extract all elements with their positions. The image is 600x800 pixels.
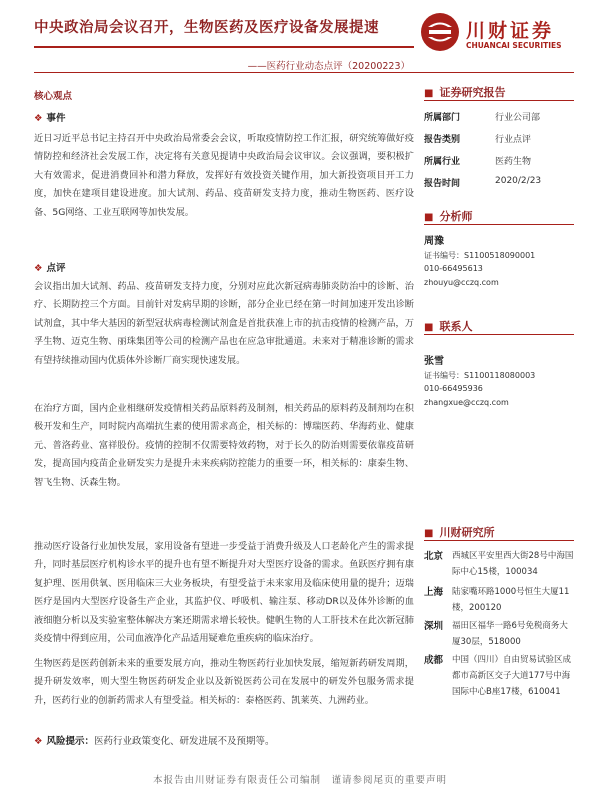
comment-paragraph-3: 推动医疗设备行业加快发展，家用设备有望进一步受益于消费升级及人口老龄化产生的需求提升，同时基层医疗机构诊水平的提升也有望不断提升对大型医疗设备的需求。鱼跃医疗拥有康复护理、医用供氧、医用临床三大业务板块，有望受益于未来家用及临床使用量的提升；迈瑞医疗是国内大型医疗设备生产企业，其监护仪、呼吸机、输注泵、移动DR以及体外诊断的血液细胞分析以及实验室整体解决方案还期需求增长较快。健帆生物的人工肝技术在此次新冠肺炎疫情中得到应用，公司血液净化产品适用疑难危重疾病的临床治疗。 — [34, 541, 414, 645]
title-divider — [34, 46, 414, 48]
logo-name-en: CHUANCAI SECURITIES — [466, 41, 562, 50]
square-bullet-icon: ■ — [424, 88, 434, 99]
institute-heading: ■ 川财研究所 — [424, 526, 495, 539]
info-label-category: 报告类别 — [424, 135, 461, 145]
info-value-department: 行业公司部 — [495, 113, 541, 123]
office-address-shanghai: 陆家嘴环路1000号恒生大厦11楼，200120 — [452, 587, 570, 613]
contact-email[interactable]: zhangxue@cczq.com — [424, 398, 509, 407]
risk-note — [34, 733, 414, 747]
info-value-date: 2020/2/23 — [495, 176, 542, 186]
office-city-beijing: 北京 — [424, 551, 444, 562]
diamond-bullet-icon: ❖ — [34, 263, 43, 274]
logo-name-cn: 川财证券 — [466, 20, 555, 42]
report-subtitle: ——医药行业动态点评（20200223） — [247, 61, 410, 72]
info-label-date: 报告时间 — [424, 179, 461, 189]
square-bullet-icon: ■ — [424, 212, 434, 223]
analyst-cert: 证书编号：S1100518090001 — [424, 251, 536, 260]
contact-divider — [424, 334, 574, 335]
info-value-industry: 医药生物 — [495, 157, 532, 167]
report-type-heading: ■ 证券研究报告 — [424, 86, 506, 99]
subtitle-divider — [34, 72, 574, 73]
event-heading — [34, 110, 66, 124]
institute-divider — [424, 540, 574, 541]
footer-disclaimer: 本报告由川财证券有限责任公司编制 谨请参阅尾页的重要声明 — [152, 775, 447, 786]
diamond-bullet-icon: ❖ — [34, 113, 43, 124]
info-value-category: 行业点评 — [495, 135, 532, 145]
office-address-beijing: 西城区平安里西大街28号中海国际中心15楼，100034 — [452, 551, 574, 577]
analyst-name: 周豫 — [424, 236, 444, 247]
analyst-heading: ■ 分析师 — [424, 210, 473, 223]
square-bullet-icon: ■ — [424, 322, 434, 333]
analyst-divider — [424, 224, 574, 225]
logo-mark-icon — [420, 12, 460, 52]
office-city-shenzhen: 深圳 — [424, 621, 444, 632]
contact-cert: 证书编号：S1100118080003 — [424, 371, 536, 380]
office-city-shanghai: 上海 — [424, 587, 444, 598]
square-bullet-icon: ■ — [424, 528, 434, 539]
company-logo — [420, 10, 570, 58]
diamond-bullet-icon: ❖ — [34, 736, 43, 747]
comment-paragraph-1: 会议指出加大试剂、药品、疫苗研发支持力度，分别对应此次新冠病毒肺炎防治中的诊断、治疗、长期防控三个方面。目前针对发病早期的诊断，部分企业已经在第一时间加速开发出诊断试剂盒，其中华大基因的新型冠状病毒检测试剂盒是首批获准上市的抗击疫情的检测产品，万孚生物、迈克生物、丽珠集团等公司的检测产品也在应急审批通道。未来对于精准诊断的需求有望持续推动国内优质体外诊断厂商实现快速发展。 — [34, 281, 414, 366]
office-address-chengdu: 中国（四川）自由贸易试验区成都市高新区交子大道177号中海国际中心B座17楼，610041 — [452, 655, 572, 697]
contact-name: 张雪 — [424, 356, 444, 367]
contact-phone: 010-66495936 — [424, 384, 483, 393]
office-city-chengdu: 成都 — [424, 655, 444, 666]
info-label-department: 所属部门 — [424, 113, 461, 123]
risk-text: 医药行业政策变化、研发进展不及预期等。 — [94, 736, 275, 747]
contact-heading: ■ 联系人 — [424, 320, 473, 333]
comment-paragraph-2: 在治疗方面，国内企业相继研发疫情相关药品原料药及制剂，相关药品的原料药及制剂均在积极开发和生产，同时院内高端抗生素的使用需求高企，相关标的：博瑞医药、华海药业、健康元、普洛药业、富祥股份。疫情的控制不仅需要特效药物，对于长久的防治则需要依靠疫苗研发，提高国内疫苗企业研发实力是提升未来疾病防控能力的重要一环，相关标的：康泰生物、智飞生物、沃森生物。 — [34, 403, 414, 488]
info-label-industry: 所属行业 — [424, 157, 461, 167]
comment-paragraph-4: 生物医药是医药创新未来的重要发展方向，推动生物医药行业加快发展，缩短新药研发周期，提升研发效率，则大型生物医药研发企业以及新锐医药公司在发展中的研发外包服务需求提升，医药行业的创新药需求人有望受益。相关标的：泰格医药、凯莱英、九洲药业。 — [34, 658, 414, 706]
analyst-email[interactable]: zhouyu@cczq.com — [424, 278, 499, 287]
comment-heading — [34, 260, 66, 274]
analyst-phone: 010-66495613 — [424, 264, 483, 273]
report-title: 中央政治局会议召开，生物医药及医疗设备发展提速 — [34, 19, 379, 36]
report-type-divider — [424, 100, 574, 101]
event-label: 事件 — [46, 113, 66, 124]
risk-label: 风险提示： — [46, 736, 95, 747]
comment-label: 点评 — [46, 263, 66, 274]
core-points-heading: 核心观点 — [34, 91, 73, 102]
event-paragraph: 近日习近平总书记主持召开中央政治局常委会会议，听取疫情防控工作汇报，研究统筹做好疫情防控和经济社会发展工作，决定将有关意见提请中央政治局会议审议。会议强调，要积极扩大有效需求，促进消费回补和潜力释放，发挥好有效投资关键作用，加大新投资项目开工力度，加快在建项目建设进度。加大试剂、药品、疫苗研发支持力度，推动生物医药、医疗设备、5G网络、工业互联网等加快发展。 — [34, 133, 414, 218]
office-address-shenzhen: 福田区福华一路6号免税商务大厦30层，518000 — [452, 621, 568, 647]
